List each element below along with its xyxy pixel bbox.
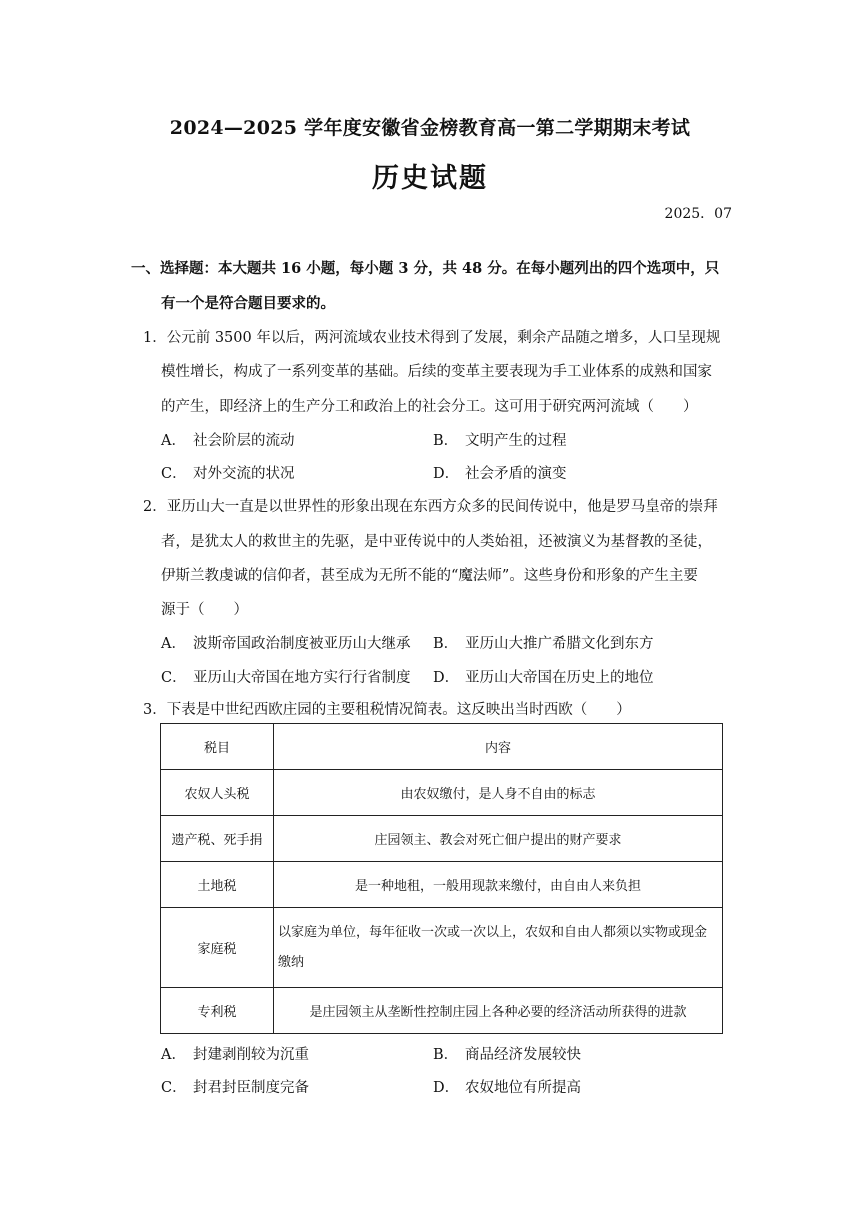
table-header-row — [161, 724, 723, 770]
option-letter: B． — [433, 433, 459, 449]
section-instructions-line-1: 一、选择题：本大题共 16 小题，每小题 3 分，共 48 分。在每小题列出的四个选项中，只 — [131, 260, 720, 277]
table-cell-tax-name: 农奴人头税 — [161, 770, 274, 816]
q1-option-a[interactable] — [161, 429, 295, 450]
option-letter: D． — [433, 1080, 460, 1096]
q1-option-b[interactable] — [433, 429, 567, 450]
q1-stem-line-1: 1．公元前 3500 年以后，两河流域农业技术得到了发展，剩余产品随之增多，人口呈现规 — [143, 330, 721, 346]
option-text: 对外交流的状况 — [193, 466, 295, 482]
option-letter: D． — [433, 466, 460, 482]
option-letter: D． — [433, 670, 460, 686]
q2-stem-line-2: 者，是犹太人的救世主的先驱，是中亚传说中的人类始祖，还被演义为基督教的圣徒， — [161, 534, 712, 550]
q2-option-a[interactable] — [161, 632, 411, 653]
option-text: 亚历山大帝国在历史上的地位 — [465, 670, 654, 686]
table-row — [161, 770, 723, 816]
section-instructions-line-2: 有一个是符合题目要求的。 — [161, 295, 335, 312]
option-text: 社会阶层的流动 — [193, 433, 295, 449]
q3-option-a[interactable] — [161, 1043, 309, 1064]
option-text: 商品经济发展较快 — [465, 1047, 581, 1063]
option-text: 封君封臣制度完备 — [193, 1080, 309, 1096]
table-cell-tax-name: 专利税 — [161, 988, 274, 1034]
q1-stem-line-3: 的产生，即经济上的生产分工和政治上的社会分工。这可用于研究两河流域（ ） — [161, 399, 698, 415]
table-row — [161, 862, 723, 908]
option-letter: C． — [161, 670, 187, 686]
q2-stem-line-4: 源于（ ） — [161, 602, 248, 618]
table-header-cell: 内容 — [274, 724, 723, 770]
option-letter: A． — [161, 433, 186, 449]
option-text: 亚历山大帝国在地方实行行省制度 — [193, 670, 411, 686]
option-letter: C． — [161, 1080, 187, 1096]
option-text: 封建剥削较为沉重 — [193, 1047, 309, 1063]
option-text: 波斯帝国政治制度被亚历山大继承 — [193, 636, 411, 652]
table-cell-content: 以家庭为单位，每年征收一次或一次以上，农奴和自由人都须以实物或现金缴纳 — [274, 908, 723, 988]
q1-stem-line-2: 模性增长，构成了一系列变革的基础。后续的变革主要表现为手工业体系的成熟和国家 — [161, 364, 712, 380]
table-cell-content: 是庄园领主从垄断性控制庄园上各种必要的经济活动所获得的进款 — [274, 988, 723, 1034]
q2-option-d[interactable] — [433, 666, 654, 687]
q3-option-c[interactable] — [161, 1076, 309, 1097]
q1-option-c[interactable] — [161, 462, 295, 483]
table-row — [161, 988, 723, 1034]
q3-option-d[interactable] — [433, 1076, 581, 1097]
option-text: 亚历山大推广希腊文化到东方 — [465, 636, 654, 652]
table-cell-tax-name: 土地税 — [161, 862, 274, 908]
q2-option-b[interactable] — [433, 632, 654, 653]
option-letter: B． — [433, 636, 459, 652]
option-letter: C． — [161, 466, 187, 482]
table-header-cell: 税目 — [161, 724, 274, 770]
table-cell-content: 庄园领主、教会对死亡佃户提出的财产要求 — [274, 816, 723, 862]
q3-stem: 3．下表是中世纪西欧庄园的主要租税情况简表。这反映出当时西欧（ ） — [143, 702, 631, 718]
option-text: 文明产生的过程 — [465, 433, 567, 449]
option-letter: A． — [161, 636, 186, 652]
table-row — [161, 908, 723, 988]
subject-title: 历史试题 — [372, 163, 488, 194]
q1-option-d[interactable] — [433, 462, 567, 483]
option-letter: A． — [161, 1047, 186, 1063]
q2-stem-line-3: 伊斯兰教虔诚的信仰者，甚至成为无所不能的“魔法师”。这些身份和形象的产生主要 — [161, 568, 698, 584]
option-text: 农奴地位有所提高 — [465, 1080, 581, 1096]
table-cell-content: 由农奴缴付，是人身不自由的标志 — [274, 770, 723, 816]
exam-title: 2024—2025 学年度安徽省金榜教育高一第二学期期末考试 — [169, 117, 691, 139]
table-cell-tax-name: 遗产税、死手捐 — [161, 816, 274, 862]
option-text: 社会矛盾的演变 — [465, 466, 567, 482]
option-letter: B． — [433, 1047, 459, 1063]
table-cell-content: 是一种地租，一般用现款来缴付，由自由人来负担 — [274, 862, 723, 908]
q2-option-c[interactable] — [161, 666, 411, 687]
q3-option-b[interactable] — [433, 1043, 581, 1064]
exam-date: 2025．07 — [664, 206, 732, 222]
tax-table — [160, 723, 723, 1034]
table-row — [161, 816, 723, 862]
q2-stem-line-1: 2．亚历山大一直是以世界性的形象出现在东西方众多的民间传说中，他是罗马皇帝的崇拜 — [143, 499, 718, 515]
table-cell-tax-name: 家庭税 — [161, 908, 274, 988]
